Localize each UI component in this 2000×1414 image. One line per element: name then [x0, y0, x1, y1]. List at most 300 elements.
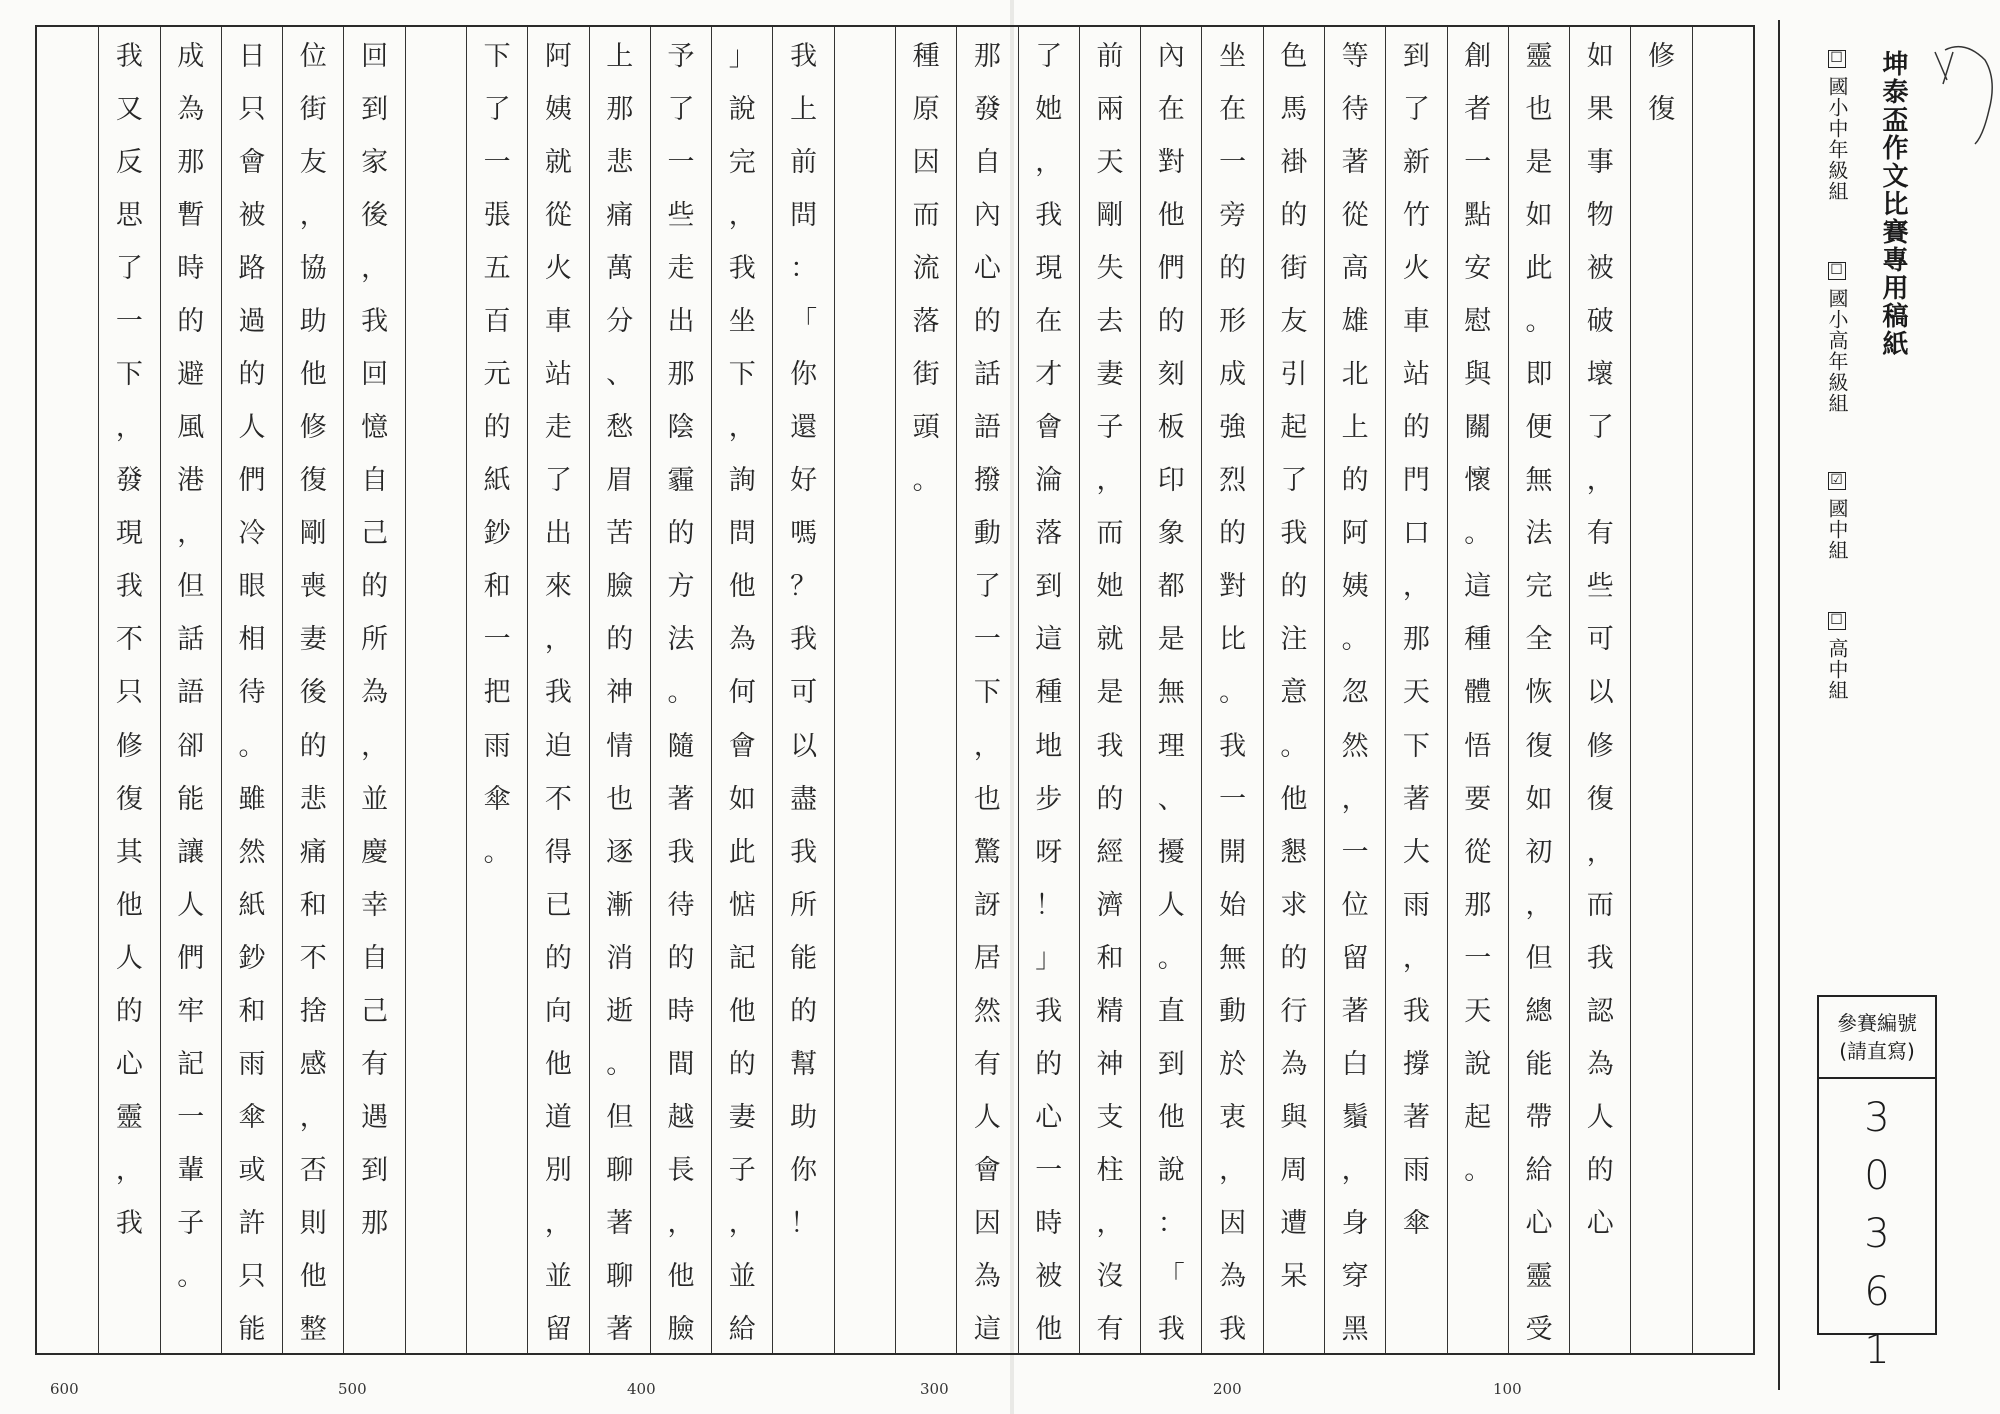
essay-cell [406, 610, 466, 663]
essay-cell [37, 1141, 98, 1194]
essay-cell: 他 [1157, 1101, 1185, 1133]
essay-cell: 街 [912, 359, 940, 391]
essay-cell [773, 1247, 833, 1300]
essay-cell: 穿 [1341, 1260, 1369, 1292]
essay-cell [1631, 133, 1691, 186]
essay-cell [835, 663, 895, 716]
essay-column [343, 27, 404, 1353]
essay-cell [406, 80, 466, 133]
essay-cell: 象 [1157, 518, 1185, 550]
essay-cell: 的 [177, 306, 205, 338]
essay-cell: 頭 [912, 412, 940, 444]
essay-cell [1693, 345, 1753, 398]
group-label: 國小中年級組 [1825, 76, 1849, 202]
essay-cell: 復 [1525, 730, 1553, 762]
essay-cell [835, 557, 895, 610]
essay-cell: 並 [544, 1260, 572, 1292]
essay-cell: 一 [1464, 147, 1492, 179]
essay-cell: 天 [1096, 147, 1124, 179]
essay-cell: 那 [606, 94, 634, 126]
essay-cell: 的 [1586, 1154, 1614, 1186]
essay-cell: 和 [1096, 942, 1124, 974]
essay-cell: 這 [1464, 571, 1492, 603]
entry-digit: 6 [1864, 1269, 1890, 1315]
essay-cell: 為 [1586, 1048, 1614, 1080]
essay-column [834, 27, 895, 1353]
essay-cell: 注 [1280, 624, 1308, 656]
essay-cell: 著 [1402, 1101, 1430, 1133]
essay-cell: 自 [361, 942, 389, 974]
essay-cell: 那 [1464, 889, 1492, 921]
essay-cell: ！ [1035, 889, 1063, 921]
checked-box-icon[interactable]: ☑ [1828, 472, 1846, 490]
essay-cell: 在 [1157, 94, 1185, 126]
essay-cell: 情 [606, 730, 634, 762]
essay-cell: ， [361, 730, 389, 762]
essay-cell: 下 [483, 41, 511, 73]
essay-cell: 也 [606, 783, 634, 815]
essay-cell: 會 [1035, 412, 1063, 444]
essay-cell: 支 [1096, 1101, 1124, 1133]
essay-cell: 如 [1586, 41, 1614, 73]
essay-cell: 分 [606, 306, 634, 338]
essay-cell: 為 [1219, 1260, 1247, 1292]
essay-cell [1693, 1247, 1753, 1300]
essay-cell: 但 [1525, 942, 1553, 974]
essay-cell: 已 [544, 889, 572, 921]
essay-cell [896, 1141, 956, 1194]
essay-cell: 意 [1280, 677, 1308, 709]
essay-cell: 體 [1464, 677, 1492, 709]
essay-cell [1693, 876, 1753, 929]
essay-cell: 過 [238, 306, 266, 338]
essay-cell: 漸 [606, 889, 634, 921]
essay-cell: 會 [238, 147, 266, 179]
essay-cell: 又 [115, 94, 143, 126]
essay-cell: 方 [667, 571, 695, 603]
essay-cell [37, 982, 98, 1035]
essay-cell: 直 [1157, 995, 1185, 1027]
essay-cell: 。 [1464, 518, 1492, 550]
essay-cell: 幫 [790, 1048, 818, 1080]
essay-cell [1693, 239, 1753, 292]
essay-cell: 五 [483, 253, 511, 285]
essay-cell: 她 [1035, 94, 1063, 126]
essay-cell: 。 [912, 465, 940, 497]
essay-cell: 他 [1157, 200, 1185, 232]
essay-cell: 訝 [973, 889, 1001, 921]
essay-column [711, 27, 772, 1353]
essay-cell: 還 [790, 412, 818, 444]
essay-cell: 反 [115, 147, 143, 179]
essay-cell [835, 133, 895, 186]
essay-cell: 雖 [238, 783, 266, 815]
essay-cell: 開 [1219, 836, 1247, 868]
essay-cell: 遇 [361, 1101, 389, 1133]
essay-cell [1693, 982, 1753, 1035]
essay-cell: 他 [728, 571, 756, 603]
essay-cell: 不 [115, 624, 143, 656]
essay-column [1263, 27, 1324, 1353]
essay-cell: 記 [177, 1048, 205, 1080]
essay-cell: 自 [973, 147, 1001, 179]
essay-cell [1448, 1247, 1508, 1300]
essay-cell: 引 [1280, 359, 1308, 391]
essay-cell: 鈔 [483, 518, 511, 550]
essay-cell: 下 [1402, 730, 1430, 762]
essay-cell: 人 [177, 889, 205, 921]
essay-cell: 是 [1525, 147, 1553, 179]
essay-cell [835, 1194, 895, 1247]
essay-cell: 前 [790, 147, 818, 179]
essay-cell: 被 [1586, 253, 1614, 285]
essay-cell [37, 610, 98, 663]
essay-cell [1631, 982, 1691, 1035]
essay-cell: 沒 [1096, 1260, 1124, 1292]
essay-cell [1386, 1247, 1446, 1300]
essay-column [1508, 27, 1569, 1353]
essay-cell [1631, 504, 1691, 557]
essay-cell [37, 823, 98, 876]
essay-cell: 起 [1280, 412, 1308, 444]
essay-cell: 港 [177, 465, 205, 497]
essay-cell [1693, 663, 1753, 716]
essay-cell: 了 [1586, 412, 1614, 444]
essay-cell [1448, 1300, 1508, 1353]
essay-cell: 一 [177, 1101, 205, 1133]
essay-cell: 我 [1157, 1313, 1185, 1345]
essay-cell: 成 [177, 41, 205, 73]
essay-cell: 被 [1035, 1260, 1063, 1292]
essay-cell [835, 292, 895, 345]
essay-cell: 友 [299, 147, 327, 179]
essay-cell: 是 [1096, 677, 1124, 709]
essay-cell: 復 [299, 465, 327, 497]
essay-cell: 新 [1402, 147, 1430, 179]
essay-cell [1631, 1035, 1691, 1088]
essay-cell: 著 [667, 783, 695, 815]
essay-cell: 慶 [361, 836, 389, 868]
essay-cell: 即 [1525, 359, 1553, 391]
essay-cell: 點 [1464, 200, 1492, 232]
essay-cell [1693, 1088, 1753, 1141]
essay-cell: 精 [1096, 995, 1124, 1027]
essay-cell: 捨 [299, 995, 327, 1027]
essay-cell: 發 [973, 94, 1001, 126]
essay-cell: 站 [1402, 359, 1430, 391]
essay-cell: 時 [667, 995, 695, 1027]
essay-cell: 則 [299, 1207, 327, 1239]
essay-cell: 」 [1035, 942, 1063, 974]
essay-cell: 身 [1341, 1207, 1369, 1239]
essay-cell [835, 717, 895, 770]
essay-cell: 只 [115, 677, 143, 709]
essay-cell: 位 [1341, 889, 1369, 921]
group-option-elementary-upper[interactable] [1818, 262, 1852, 414]
group-option-elementary-middle[interactable] [1818, 50, 1852, 202]
essay-column [895, 27, 956, 1353]
essay-cell: 可 [790, 677, 818, 709]
checkbox-icon[interactable]: ☐ [1828, 612, 1846, 630]
essay-cell [1631, 1141, 1691, 1194]
essay-cell: 了 [1035, 41, 1063, 73]
essay-cell: 到 [1157, 1048, 1185, 1080]
essay-cell [406, 823, 466, 876]
essay-cell: 幸 [361, 889, 389, 921]
essay-cell: ， [667, 1207, 695, 1239]
essay-cell: 無 [1157, 677, 1185, 709]
essay-cell: 為 [361, 677, 389, 709]
essay-cell: 天 [1402, 677, 1430, 709]
essay-cell [1693, 186, 1753, 239]
essay-cell: 了 [973, 571, 1001, 603]
essay-cell [1631, 770, 1691, 823]
essay-cell: 的 [238, 359, 266, 391]
essay-column [282, 27, 343, 1353]
essay-cell: 走 [667, 253, 695, 285]
essay-cell: 了 [483, 94, 511, 126]
essay-cell: 坐 [1219, 41, 1247, 73]
entry-digit: 3 [1864, 1095, 1890, 1141]
essay-cell [406, 27, 466, 80]
essay-cell: 前 [1096, 41, 1124, 73]
essay-cell: 呆 [1280, 1260, 1308, 1292]
essay-cell: 些 [667, 200, 695, 232]
essay-cell: 能 [177, 783, 205, 815]
essay-cell: 居 [973, 942, 1001, 974]
essay-cell [37, 345, 98, 398]
essay-column [1692, 27, 1753, 1353]
essay-cell [1693, 27, 1753, 80]
essay-cell: 下 [115, 359, 143, 391]
essay-cell: 日 [238, 41, 266, 73]
essay-cell: 逐 [606, 836, 634, 868]
essay-cell [1693, 504, 1753, 557]
essay-cell [1693, 292, 1753, 345]
essay-cell [835, 239, 895, 292]
essay-cell: 張 [483, 200, 511, 232]
essay-cell: ， [1096, 1207, 1124, 1239]
essay-cell: 能 [1525, 1048, 1553, 1080]
group-option-junior-high[interactable] [1818, 472, 1852, 561]
essay-cell: 子 [177, 1207, 205, 1239]
essay-cell: 風 [177, 412, 205, 444]
essay-cell: 。 [1464, 1154, 1492, 1186]
essay-cell [467, 982, 527, 1035]
essay-cell: 在 [1219, 94, 1247, 126]
essay-cell: 路 [238, 253, 266, 285]
essay-cell: 呀 [1035, 836, 1063, 868]
essay-cell: 予 [667, 41, 695, 73]
essay-cell: 周 [1280, 1154, 1308, 1186]
essay-cell [1631, 1247, 1691, 1300]
essay-cell: 修 [115, 730, 143, 762]
essay-cell: 帶 [1525, 1101, 1553, 1133]
essay-cell [1570, 1247, 1630, 1300]
essay-cell: 避 [177, 359, 205, 391]
essay-cell [406, 876, 466, 929]
essay-cell [1264, 1300, 1324, 1353]
essay-cell [37, 239, 98, 292]
essay-cell [99, 1247, 159, 1300]
essay-cell: 一 [667, 147, 695, 179]
essay-cell: 站 [544, 359, 572, 391]
essay-cell: 憶 [361, 412, 389, 444]
essay-cell: 安 [1464, 253, 1492, 285]
essay-cell: 愁 [606, 412, 634, 444]
essay-cell: 完 [1525, 571, 1553, 603]
essay-cell [835, 80, 895, 133]
checkbox-icon[interactable]: ☐ [1828, 50, 1846, 68]
essay-cell: 我 [790, 41, 818, 73]
essay-cell: 此 [1525, 253, 1553, 285]
essay-cell: 們 [1157, 253, 1185, 285]
essay-cell: 那 [667, 359, 695, 391]
entry-number-header [1819, 997, 1935, 1079]
essay-cell: 。 [483, 836, 511, 868]
checkbox-icon[interactable]: ☐ [1828, 262, 1846, 280]
essay-cell: 說 [1157, 1154, 1185, 1186]
essay-cell: 家 [361, 147, 389, 179]
essay-cell: 那 [1402, 624, 1430, 656]
essay-cell: 形 [1219, 306, 1247, 338]
essay-cell: 撥 [973, 465, 1001, 497]
essay-cell: 柱 [1096, 1154, 1124, 1186]
essay-cell: 種 [912, 41, 940, 73]
essay-cell: 。 [606, 1048, 634, 1080]
essay-grid [35, 25, 1755, 1355]
essay-cell: 。 [1341, 624, 1369, 656]
essay-cell: ： [1157, 1207, 1185, 1239]
essay-cell [1693, 1194, 1753, 1247]
essay-cell: 霾 [667, 465, 695, 497]
essay-column [1324, 27, 1385, 1353]
essay-cell: 他 [667, 1260, 695, 1292]
essay-cell: 便 [1525, 412, 1553, 444]
essay-cell: 於 [1219, 1048, 1247, 1080]
essay-cell: 待 [1341, 94, 1369, 126]
essay-cell [37, 770, 98, 823]
essay-cell: 旁 [1219, 200, 1247, 232]
essay-cell: 給 [1525, 1154, 1553, 1186]
essay-cell: 我 [1096, 730, 1124, 762]
essay-cell: 傘 [238, 1101, 266, 1133]
essay-cell: 創 [1464, 41, 1492, 73]
essay-cell: 陰 [667, 412, 695, 444]
essay-column [1569, 27, 1630, 1353]
essay-cell: 時 [177, 253, 205, 285]
char-counter-300: 300 [920, 1380, 949, 1398]
essay-cell: 時 [1035, 1207, 1063, 1239]
essay-cell: 「 [1157, 1260, 1185, 1292]
essay-cell [406, 451, 466, 504]
group-label: 高中組 [1825, 638, 1849, 701]
essay-cell: ， [728, 412, 756, 444]
essay-cell: 心 [1035, 1101, 1063, 1133]
essay-cell: 和 [299, 889, 327, 921]
essay-cell: 我 [115, 571, 143, 603]
essay-cell [1631, 610, 1691, 663]
essay-cell [1631, 292, 1691, 345]
essay-cell [1631, 717, 1691, 770]
essay-column [650, 27, 711, 1353]
essay-cell: ： [790, 253, 818, 285]
essay-cell [896, 717, 956, 770]
essay-cell: 會 [973, 1154, 1001, 1186]
essay-cell: 遭 [1280, 1207, 1308, 1239]
essay-cell [896, 610, 956, 663]
essay-cell: 。 [1157, 942, 1185, 974]
essay-cell [406, 292, 466, 345]
essay-cell: 紙 [483, 465, 511, 497]
essay-cell: 去 [1096, 306, 1124, 338]
essay-cell: 的 [544, 942, 572, 974]
essay-cell: 的 [973, 306, 1001, 338]
essay-cell [467, 1194, 527, 1247]
essay-cell: 到 [1035, 571, 1063, 603]
essay-cell: 語 [177, 677, 205, 709]
essay-cell: 走 [544, 412, 572, 444]
essay-cell: 事 [1586, 147, 1614, 179]
essay-cell: 聊 [606, 1154, 634, 1186]
essay-cell: 到 [1402, 41, 1430, 73]
essay-cell [467, 876, 527, 929]
essay-cell: 位 [299, 41, 327, 73]
essay-cell: 你 [790, 1154, 818, 1186]
essay-cell [896, 1035, 956, 1088]
essay-cell [467, 1247, 527, 1300]
essay-cell: 等 [1341, 41, 1369, 73]
essay-cell: 都 [1157, 571, 1185, 603]
essay-cell: 的 [1341, 465, 1369, 497]
essay-cell: 話 [177, 624, 205, 656]
essay-cell: 把 [483, 677, 511, 709]
essay-cell: 的 [1402, 412, 1430, 444]
essay-cell: 街 [299, 94, 327, 126]
essay-cell: 他 [299, 359, 327, 391]
essay-cell: 並 [728, 1260, 756, 1292]
essay-cell: ， [299, 1101, 327, 1133]
essay-cell: 我 [544, 677, 572, 709]
essay-cell: 如 [728, 783, 756, 815]
essay-cell: 痛 [606, 200, 634, 232]
essay-cell: 人 [115, 942, 143, 974]
group-option-senior-high[interactable] [1818, 612, 1852, 701]
essay-cell [406, 186, 466, 239]
essay-column [589, 27, 650, 1353]
essay-cell: 才 [1035, 359, 1063, 391]
essay-cell: 到 [361, 94, 389, 126]
essay-cell: 留 [1341, 942, 1369, 974]
essay-cell: 慰 [1464, 306, 1492, 338]
essay-cell: ， [115, 412, 143, 444]
essay-cell: 了 [1402, 94, 1430, 126]
essay-cell: 雨 [1402, 1154, 1430, 1186]
essay-cell: 淪 [1035, 465, 1063, 497]
essay-cell: 元 [483, 359, 511, 391]
essay-cell: ， [1341, 1154, 1369, 1186]
essay-cell: 。 [1525, 306, 1553, 338]
essay-cell: 。 [1219, 677, 1247, 709]
essay-cell: ， [728, 1207, 756, 1239]
essay-cell: 而 [1096, 518, 1124, 550]
essay-cell [1631, 876, 1691, 929]
essay-cell: 的 [115, 995, 143, 1027]
char-counter-600: 600 [50, 1380, 79, 1398]
group-label: 國小高年級組 [1825, 288, 1849, 414]
essay-cell [37, 1247, 98, 1300]
essay-cell: 板 [1157, 412, 1185, 444]
